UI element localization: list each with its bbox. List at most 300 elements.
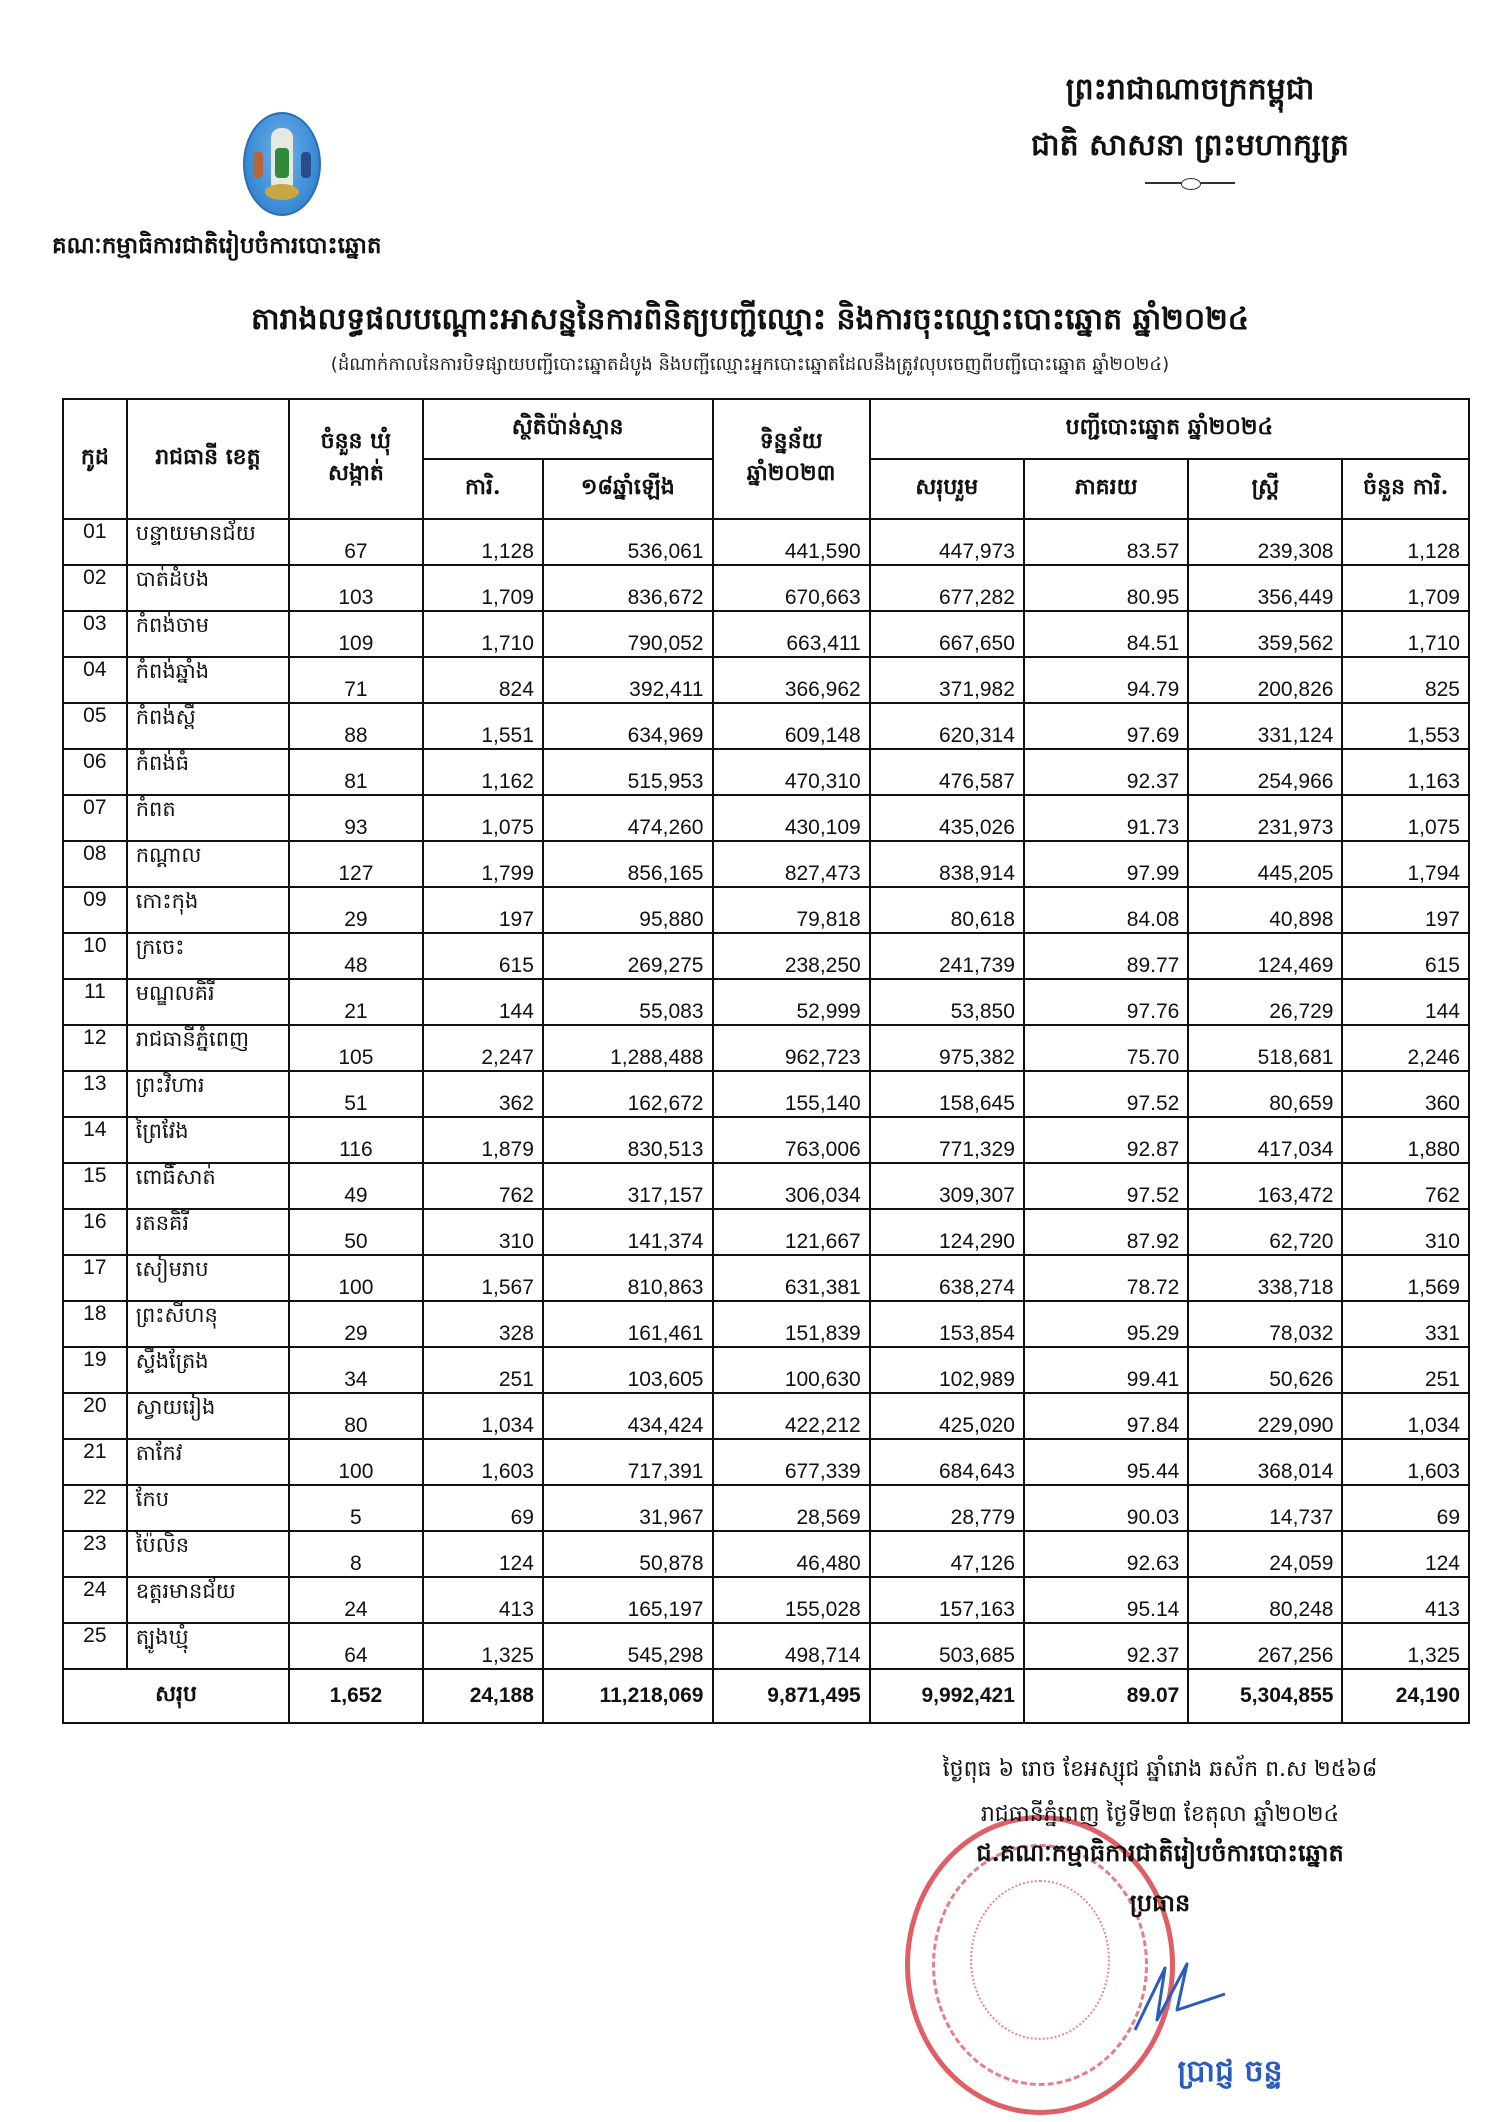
row-total: 158,645 bbox=[870, 1071, 1024, 1117]
header-data-2023: ទិន្នន័យ ឆ្នាំ២០២៣ bbox=[713, 399, 870, 519]
row-total: 425,020 bbox=[870, 1393, 1024, 1439]
row-polling-stations: 1,034 bbox=[1342, 1393, 1469, 1439]
row-communes: 8 bbox=[289, 1531, 423, 1577]
row-polling-stations: 197 bbox=[1342, 887, 1469, 933]
row-code: 18 bbox=[63, 1301, 127, 1347]
row-stat-polling-stations: 69 bbox=[423, 1485, 543, 1531]
row-polling-stations: 144 bbox=[1342, 979, 1469, 1025]
row-percentage: 90.03 bbox=[1024, 1485, 1188, 1531]
row-total: 371,982 bbox=[870, 657, 1024, 703]
row-communes: 29 bbox=[289, 1301, 423, 1347]
row-percentage: 75.70 bbox=[1024, 1025, 1188, 1071]
row-data-2023: 28,569 bbox=[713, 1485, 870, 1531]
row-polling-stations: 1,709 bbox=[1342, 565, 1469, 611]
row-total: 124,290 bbox=[870, 1209, 1024, 1255]
row-communes: 21 bbox=[289, 979, 423, 1025]
row-province: ស្ទឹងត្រែង bbox=[127, 1347, 289, 1393]
row-female: 163,472 bbox=[1188, 1163, 1342, 1209]
row-province: ត្បូងឃ្មុំ bbox=[127, 1623, 289, 1669]
row-polling-stations: 1,553 bbox=[1342, 703, 1469, 749]
row-communes: 105 bbox=[289, 1025, 423, 1071]
row-female: 231,973 bbox=[1188, 795, 1342, 841]
row-total: 684,643 bbox=[870, 1439, 1024, 1485]
nec-emblem-icon bbox=[243, 112, 321, 216]
row-communes: 80 bbox=[289, 1393, 423, 1439]
row-polling-stations: 360 bbox=[1342, 1071, 1469, 1117]
table-row bbox=[63, 795, 1469, 841]
row-code: 21 bbox=[63, 1439, 127, 1485]
row-percentage: 92.37 bbox=[1024, 749, 1188, 795]
row-age18: 434,424 bbox=[543, 1393, 713, 1439]
row-stat-polling-stations: 144 bbox=[423, 979, 543, 1025]
row-polling-stations: 251 bbox=[1342, 1347, 1469, 1393]
organization-name: គណៈកម្មាធិការជាតិរៀបចំការបោះឆ្នោត bbox=[52, 232, 382, 259]
row-data-2023: 151,839 bbox=[713, 1301, 870, 1347]
row-province: ព្រះសីហនុ bbox=[127, 1301, 289, 1347]
row-code: 07 bbox=[63, 795, 127, 841]
row-code: 06 bbox=[63, 749, 127, 795]
row-stat-polling-stations: 362 bbox=[423, 1071, 543, 1117]
row-polling-stations: 1,794 bbox=[1342, 841, 1469, 887]
row-female: 80,248 bbox=[1188, 1577, 1342, 1623]
row-female: 239,308 bbox=[1188, 519, 1342, 565]
row-data-2023: 100,630 bbox=[713, 1347, 870, 1393]
row-data-2023: 631,381 bbox=[713, 1255, 870, 1301]
row-province: ស្វាយរៀង bbox=[127, 1393, 289, 1439]
row-polling-stations: 1,128 bbox=[1342, 519, 1469, 565]
row-female: 368,014 bbox=[1188, 1439, 1342, 1485]
header-communes: ចំនួន ឃុំ សង្កាត់ bbox=[289, 399, 423, 519]
table-row bbox=[63, 611, 1469, 657]
row-communes: 109 bbox=[289, 611, 423, 657]
row-province: បាត់ដំបង bbox=[127, 565, 289, 611]
row-polling-stations: 1,880 bbox=[1342, 1117, 1469, 1163]
table-row bbox=[63, 703, 1469, 749]
row-female: 62,720 bbox=[1188, 1209, 1342, 1255]
totals-stat-ps: 24,188 bbox=[423, 1669, 543, 1723]
row-province: កំពង់ឆ្នាំង bbox=[127, 657, 289, 703]
row-percentage: 94.79 bbox=[1024, 657, 1188, 703]
row-polling-stations: 1,163 bbox=[1342, 749, 1469, 795]
row-total: 667,650 bbox=[870, 611, 1024, 657]
row-age18: 634,969 bbox=[543, 703, 713, 749]
row-total: 157,163 bbox=[870, 1577, 1024, 1623]
row-code: 09 bbox=[63, 887, 127, 933]
row-total: 153,854 bbox=[870, 1301, 1024, 1347]
row-data-2023: 663,411 bbox=[713, 611, 870, 657]
row-total: 435,026 bbox=[870, 795, 1024, 841]
row-percentage: 97.52 bbox=[1024, 1163, 1188, 1209]
table-row bbox=[63, 1347, 1469, 1393]
row-province: ប៉ៃលិន bbox=[127, 1531, 289, 1577]
row-stat-polling-stations: 1,034 bbox=[423, 1393, 543, 1439]
row-code: 12 bbox=[63, 1025, 127, 1071]
header-stat-polling-stations: ការិ. bbox=[423, 459, 543, 519]
row-province: កំពង់ស្ពឺ bbox=[127, 703, 289, 749]
row-polling-stations: 1,569 bbox=[1342, 1255, 1469, 1301]
row-stat-polling-stations: 615 bbox=[423, 933, 543, 979]
header-percentage: ភាគរយ bbox=[1024, 459, 1188, 519]
row-province: ព្រះវិហារ bbox=[127, 1071, 289, 1117]
row-code: 25 bbox=[63, 1623, 127, 1669]
table-row bbox=[63, 1209, 1469, 1255]
row-percentage: 97.69 bbox=[1024, 703, 1188, 749]
row-total: 476,587 bbox=[870, 749, 1024, 795]
row-data-2023: 441,590 bbox=[713, 519, 870, 565]
row-code: 17 bbox=[63, 1255, 127, 1301]
row-province: សៀមរាប bbox=[127, 1255, 289, 1301]
row-stat-polling-stations: 762 bbox=[423, 1163, 543, 1209]
row-age18: 1,288,488 bbox=[543, 1025, 713, 1071]
row-stat-polling-stations: 1,879 bbox=[423, 1117, 543, 1163]
row-female: 78,032 bbox=[1188, 1301, 1342, 1347]
row-female: 14,737 bbox=[1188, 1485, 1342, 1531]
row-female: 50,626 bbox=[1188, 1347, 1342, 1393]
row-age18: 50,878 bbox=[543, 1531, 713, 1577]
row-age18: 830,513 bbox=[543, 1117, 713, 1163]
row-female: 80,659 bbox=[1188, 1071, 1342, 1117]
row-communes: 64 bbox=[289, 1623, 423, 1669]
table-row bbox=[63, 1163, 1469, 1209]
row-age18: 474,260 bbox=[543, 795, 713, 841]
row-age18: 836,672 bbox=[543, 565, 713, 611]
row-province: ក្រចេះ bbox=[127, 933, 289, 979]
row-total: 638,274 bbox=[870, 1255, 1024, 1301]
table-row bbox=[63, 1485, 1469, 1531]
row-female: 40,898 bbox=[1188, 887, 1342, 933]
row-code: 11 bbox=[63, 979, 127, 1025]
row-female: 417,034 bbox=[1188, 1117, 1342, 1163]
row-percentage: 97.52 bbox=[1024, 1071, 1188, 1117]
row-polling-stations: 1,710 bbox=[1342, 611, 1469, 657]
solar-date: រាជធានីភ្នំពេញ ថ្ងៃទី២៣ ខែតុលា ឆ្នាំ២០២៤ bbox=[980, 1802, 1340, 1827]
row-percentage: 83.57 bbox=[1024, 519, 1188, 565]
row-data-2023: 763,006 bbox=[713, 1117, 870, 1163]
header-polling-stations: ចំនួន ការិ. bbox=[1342, 459, 1469, 519]
totals-percentage: 89.07 bbox=[1024, 1669, 1188, 1723]
row-percentage: 84.08 bbox=[1024, 887, 1188, 933]
table-row bbox=[63, 749, 1469, 795]
header-province: រាជធានី ខេត្ត bbox=[127, 399, 289, 519]
totals-female: 5,304,855 bbox=[1188, 1669, 1342, 1723]
row-percentage: 84.51 bbox=[1024, 611, 1188, 657]
table-row bbox=[63, 1623, 1469, 1669]
row-age18: 269,275 bbox=[543, 933, 713, 979]
totals-2023: 9,871,495 bbox=[713, 1669, 870, 1723]
row-code: 08 bbox=[63, 841, 127, 887]
row-communes: 100 bbox=[289, 1439, 423, 1485]
row-total: 620,314 bbox=[870, 703, 1024, 749]
row-percentage: 97.84 bbox=[1024, 1393, 1188, 1439]
table-row bbox=[63, 519, 1469, 565]
row-data-2023: 422,212 bbox=[713, 1393, 870, 1439]
row-data-2023: 609,148 bbox=[713, 703, 870, 749]
row-total: 447,973 bbox=[870, 519, 1024, 565]
row-communes: 88 bbox=[289, 703, 423, 749]
row-percentage: 89.77 bbox=[1024, 933, 1188, 979]
row-data-2023: 155,140 bbox=[713, 1071, 870, 1117]
totals-polling-stations: 24,190 bbox=[1342, 1669, 1469, 1723]
row-percentage: 95.14 bbox=[1024, 1577, 1188, 1623]
row-female: 124,469 bbox=[1188, 933, 1342, 979]
row-total: 771,329 bbox=[870, 1117, 1024, 1163]
row-polling-stations: 1,603 bbox=[1342, 1439, 1469, 1485]
row-data-2023: 827,473 bbox=[713, 841, 870, 887]
header-stat-age18: ១៨ឆ្នាំឡើង bbox=[543, 459, 713, 519]
row-data-2023: 46,480 bbox=[713, 1531, 870, 1577]
row-age18: 55,083 bbox=[543, 979, 713, 1025]
row-percentage: 97.99 bbox=[1024, 841, 1188, 887]
row-total: 80,618 bbox=[870, 887, 1024, 933]
row-stat-polling-stations: 413 bbox=[423, 1577, 543, 1623]
row-stat-polling-stations: 1,075 bbox=[423, 795, 543, 841]
table-row bbox=[63, 1531, 1469, 1577]
row-percentage: 97.76 bbox=[1024, 979, 1188, 1025]
row-province: ពោធិ៍សាត់ bbox=[127, 1163, 289, 1209]
row-age18: 515,953 bbox=[543, 749, 713, 795]
row-age18: 717,391 bbox=[543, 1439, 713, 1485]
row-age18: 856,165 bbox=[543, 841, 713, 887]
row-province: កែប bbox=[127, 1485, 289, 1531]
row-communes: 81 bbox=[289, 749, 423, 795]
row-communes: 24 bbox=[289, 1577, 423, 1623]
row-female: 356,449 bbox=[1188, 565, 1342, 611]
row-stat-polling-stations: 1,567 bbox=[423, 1255, 543, 1301]
row-communes: 103 bbox=[289, 565, 423, 611]
row-polling-stations: 2,246 bbox=[1342, 1025, 1469, 1071]
document-title: តារាងលទ្ធផលបណ្ដោះអាសន្ននៃការពិនិត្យបញ្ជីឈ្មោះ និងការចុះឈ្មោះបោះឆ្នោត ឆ្នាំ២០២៤ bbox=[250, 302, 1250, 337]
row-code: 03 bbox=[63, 611, 127, 657]
row-percentage: 95.44 bbox=[1024, 1439, 1188, 1485]
row-province: ឧត្ដរមានជ័យ bbox=[127, 1577, 289, 1623]
row-province: កំពត bbox=[127, 795, 289, 841]
row-code: 01 bbox=[63, 519, 127, 565]
signatory-name: ប្រាជ្ញ ចន្ទ bbox=[1177, 2054, 1283, 2089]
row-data-2023: 79,818 bbox=[713, 887, 870, 933]
row-stat-polling-stations: 328 bbox=[423, 1301, 543, 1347]
row-female: 229,090 bbox=[1188, 1393, 1342, 1439]
row-female: 445,205 bbox=[1188, 841, 1342, 887]
document-subtitle: (ដំណាក់កាលនៃការបិទផ្សាយបញ្ជីបោះឆ្នោតដំបូង និងបញ្ជីឈ្មោះអ្នកបោះឆ្នោតដែលនឹងត្រូវលុបចេញពីបញ្ជីបោះឆ្នោត ឆ្នាំ២០២៤) bbox=[330, 354, 1170, 375]
row-code: 15 bbox=[63, 1163, 127, 1209]
table-row bbox=[63, 1025, 1469, 1071]
table-row bbox=[63, 1301, 1469, 1347]
table-row bbox=[63, 1255, 1469, 1301]
row-province: កំពង់ធំ bbox=[127, 749, 289, 795]
row-age18: 545,298 bbox=[543, 1623, 713, 1669]
row-stat-polling-stations: 1,551 bbox=[423, 703, 543, 749]
row-female: 359,562 bbox=[1188, 611, 1342, 657]
row-code: 10 bbox=[63, 933, 127, 979]
row-polling-stations: 1,325 bbox=[1342, 1623, 1469, 1669]
row-data-2023: 430,109 bbox=[713, 795, 870, 841]
row-province: រតនគិរី bbox=[127, 1209, 289, 1255]
row-stat-polling-stations: 197 bbox=[423, 887, 543, 933]
row-communes: 29 bbox=[289, 887, 423, 933]
row-stat-polling-stations: 1,128 bbox=[423, 519, 543, 565]
row-code: 13 bbox=[63, 1071, 127, 1117]
row-province: តាកែវ bbox=[127, 1439, 289, 1485]
row-communes: 67 bbox=[289, 519, 423, 565]
row-percentage: 92.37 bbox=[1024, 1623, 1188, 1669]
row-communes: 50 bbox=[289, 1209, 423, 1255]
row-communes: 116 bbox=[289, 1117, 423, 1163]
row-female: 338,718 bbox=[1188, 1255, 1342, 1301]
row-age18: 165,197 bbox=[543, 1577, 713, 1623]
header-female: ស្ត្រី bbox=[1188, 459, 1342, 519]
table-row bbox=[63, 565, 1469, 611]
row-percentage: 92.87 bbox=[1024, 1117, 1188, 1163]
row-data-2023: 52,999 bbox=[713, 979, 870, 1025]
row-code: 19 bbox=[63, 1347, 127, 1393]
table-row bbox=[63, 1393, 1469, 1439]
ornament-divider-icon bbox=[1145, 182, 1235, 184]
totals-label: សរុប bbox=[63, 1669, 289, 1723]
table-row bbox=[63, 1577, 1469, 1623]
row-polling-stations: 825 bbox=[1342, 657, 1469, 703]
row-percentage: 92.63 bbox=[1024, 1531, 1188, 1577]
row-data-2023: 366,962 bbox=[713, 657, 870, 703]
totals-age18: 11,218,069 bbox=[543, 1669, 713, 1723]
row-total: 677,282 bbox=[870, 565, 1024, 611]
row-female: 331,124 bbox=[1188, 703, 1342, 749]
table-row bbox=[63, 1117, 1469, 1163]
row-province: កណ្ដាល bbox=[127, 841, 289, 887]
signatory-position: ប្រធាន bbox=[1129, 1888, 1191, 1917]
row-data-2023: 677,339 bbox=[713, 1439, 870, 1485]
row-total: 28,779 bbox=[870, 1485, 1024, 1531]
row-stat-polling-stations: 824 bbox=[423, 657, 543, 703]
row-stat-polling-stations: 1,710 bbox=[423, 611, 543, 657]
totals-total: 9,992,421 bbox=[870, 1669, 1024, 1723]
row-percentage: 95.29 bbox=[1024, 1301, 1188, 1347]
table-row bbox=[63, 1071, 1469, 1117]
row-total: 53,850 bbox=[870, 979, 1024, 1025]
row-total: 241,739 bbox=[870, 933, 1024, 979]
row-polling-stations: 762 bbox=[1342, 1163, 1469, 1209]
row-polling-stations: 331 bbox=[1342, 1301, 1469, 1347]
row-province: កោះកុង bbox=[127, 887, 289, 933]
row-stat-polling-stations: 1,799 bbox=[423, 841, 543, 887]
table-row bbox=[63, 933, 1469, 979]
header-statistics-group: ស្ថិតិប៉ាន់ស្មាន bbox=[423, 399, 713, 459]
row-stat-polling-stations: 310 bbox=[423, 1209, 543, 1255]
row-age18: 317,157 bbox=[543, 1163, 713, 1209]
row-stat-polling-stations: 124 bbox=[423, 1531, 543, 1577]
row-total: 47,126 bbox=[870, 1531, 1024, 1577]
row-age18: 162,672 bbox=[543, 1071, 713, 1117]
row-province: ព្រៃវែង bbox=[127, 1117, 289, 1163]
row-data-2023: 670,663 bbox=[713, 565, 870, 611]
row-polling-stations: 124 bbox=[1342, 1531, 1469, 1577]
row-polling-stations: 615 bbox=[1342, 933, 1469, 979]
row-polling-stations: 1,075 bbox=[1342, 795, 1469, 841]
row-code: 04 bbox=[63, 657, 127, 703]
row-communes: 51 bbox=[289, 1071, 423, 1117]
row-communes: 5 bbox=[289, 1485, 423, 1531]
voter-registration-table bbox=[62, 398, 1470, 1724]
row-percentage: 87.92 bbox=[1024, 1209, 1188, 1255]
row-code: 23 bbox=[63, 1531, 127, 1577]
totals-row bbox=[63, 1669, 1469, 1723]
row-code: 22 bbox=[63, 1485, 127, 1531]
row-percentage: 80.95 bbox=[1024, 565, 1188, 611]
row-age18: 103,605 bbox=[543, 1347, 713, 1393]
row-total: 309,307 bbox=[870, 1163, 1024, 1209]
row-communes: 49 bbox=[289, 1163, 423, 1209]
row-province: រាជធានីភ្នំពេញ bbox=[127, 1025, 289, 1071]
header-voter-list-group: បញ្ជីបោះឆ្នោត ឆ្នាំ២០២៤ bbox=[870, 399, 1469, 459]
header-total: សរុបរួម bbox=[870, 459, 1024, 519]
row-data-2023: 470,310 bbox=[713, 749, 870, 795]
row-polling-stations: 413 bbox=[1342, 1577, 1469, 1623]
row-code: 14 bbox=[63, 1117, 127, 1163]
kingdom-line-1: ព្រះរាជាណាចក្រកម្ពុជា bbox=[1065, 72, 1315, 107]
table-row bbox=[63, 1439, 1469, 1485]
signature-icon bbox=[1125, 1960, 1235, 2035]
row-age18: 161,461 bbox=[543, 1301, 713, 1347]
row-communes: 100 bbox=[289, 1255, 423, 1301]
row-female: 24,059 bbox=[1188, 1531, 1342, 1577]
row-communes: 34 bbox=[289, 1347, 423, 1393]
row-stat-polling-stations: 1,325 bbox=[423, 1623, 543, 1669]
kingdom-motto bbox=[990, 62, 1390, 184]
row-code: 02 bbox=[63, 565, 127, 611]
row-total: 102,989 bbox=[870, 1347, 1024, 1393]
row-code: 20 bbox=[63, 1393, 127, 1439]
kingdom-line-2: ជាតិ សាសនា ព្រះមហាក្សត្រ bbox=[1031, 128, 1349, 163]
row-age18: 392,411 bbox=[543, 657, 713, 703]
row-data-2023: 962,723 bbox=[713, 1025, 870, 1071]
row-total: 975,382 bbox=[870, 1025, 1024, 1071]
row-total: 503,685 bbox=[870, 1623, 1024, 1669]
row-data-2023: 306,034 bbox=[713, 1163, 870, 1209]
totals-communes: 1,652 bbox=[289, 1669, 423, 1723]
table-row bbox=[63, 979, 1469, 1025]
row-polling-stations: 310 bbox=[1342, 1209, 1469, 1255]
row-age18: 31,967 bbox=[543, 1485, 713, 1531]
row-percentage: 78.72 bbox=[1024, 1255, 1188, 1301]
row-province: បន្ទាយមានជ័យ bbox=[127, 519, 289, 565]
row-age18: 95,880 bbox=[543, 887, 713, 933]
row-communes: 127 bbox=[289, 841, 423, 887]
lunar-date: ថ្ងៃពុធ ៦ រោច ខែអស្សុជ ឆ្នាំរោង ឆស័ក ព.ស ២៥៦៨ bbox=[942, 1757, 1378, 1782]
row-province: មណ្ឌលគិរី bbox=[127, 979, 289, 1025]
row-data-2023: 155,028 bbox=[713, 1577, 870, 1623]
row-stat-polling-stations: 251 bbox=[423, 1347, 543, 1393]
row-stat-polling-stations: 1,709 bbox=[423, 565, 543, 611]
row-data-2023: 238,250 bbox=[713, 933, 870, 979]
row-stat-polling-stations: 1,162 bbox=[423, 749, 543, 795]
row-age18: 141,374 bbox=[543, 1209, 713, 1255]
row-code: 24 bbox=[63, 1577, 127, 1623]
row-total: 838,914 bbox=[870, 841, 1024, 887]
table-body bbox=[63, 519, 1469, 1669]
row-communes: 93 bbox=[289, 795, 423, 841]
row-polling-stations: 69 bbox=[1342, 1485, 1469, 1531]
row-data-2023: 121,667 bbox=[713, 1209, 870, 1255]
row-communes: 71 bbox=[289, 657, 423, 703]
table-row bbox=[63, 887, 1469, 933]
row-percentage: 99.41 bbox=[1024, 1347, 1188, 1393]
row-data-2023: 498,714 bbox=[713, 1623, 870, 1669]
row-female: 26,729 bbox=[1188, 979, 1342, 1025]
row-code: 16 bbox=[63, 1209, 127, 1255]
row-stat-polling-stations: 2,247 bbox=[423, 1025, 543, 1071]
row-stat-polling-stations: 1,603 bbox=[423, 1439, 543, 1485]
row-age18: 790,052 bbox=[543, 611, 713, 657]
row-female: 200,826 bbox=[1188, 657, 1342, 703]
